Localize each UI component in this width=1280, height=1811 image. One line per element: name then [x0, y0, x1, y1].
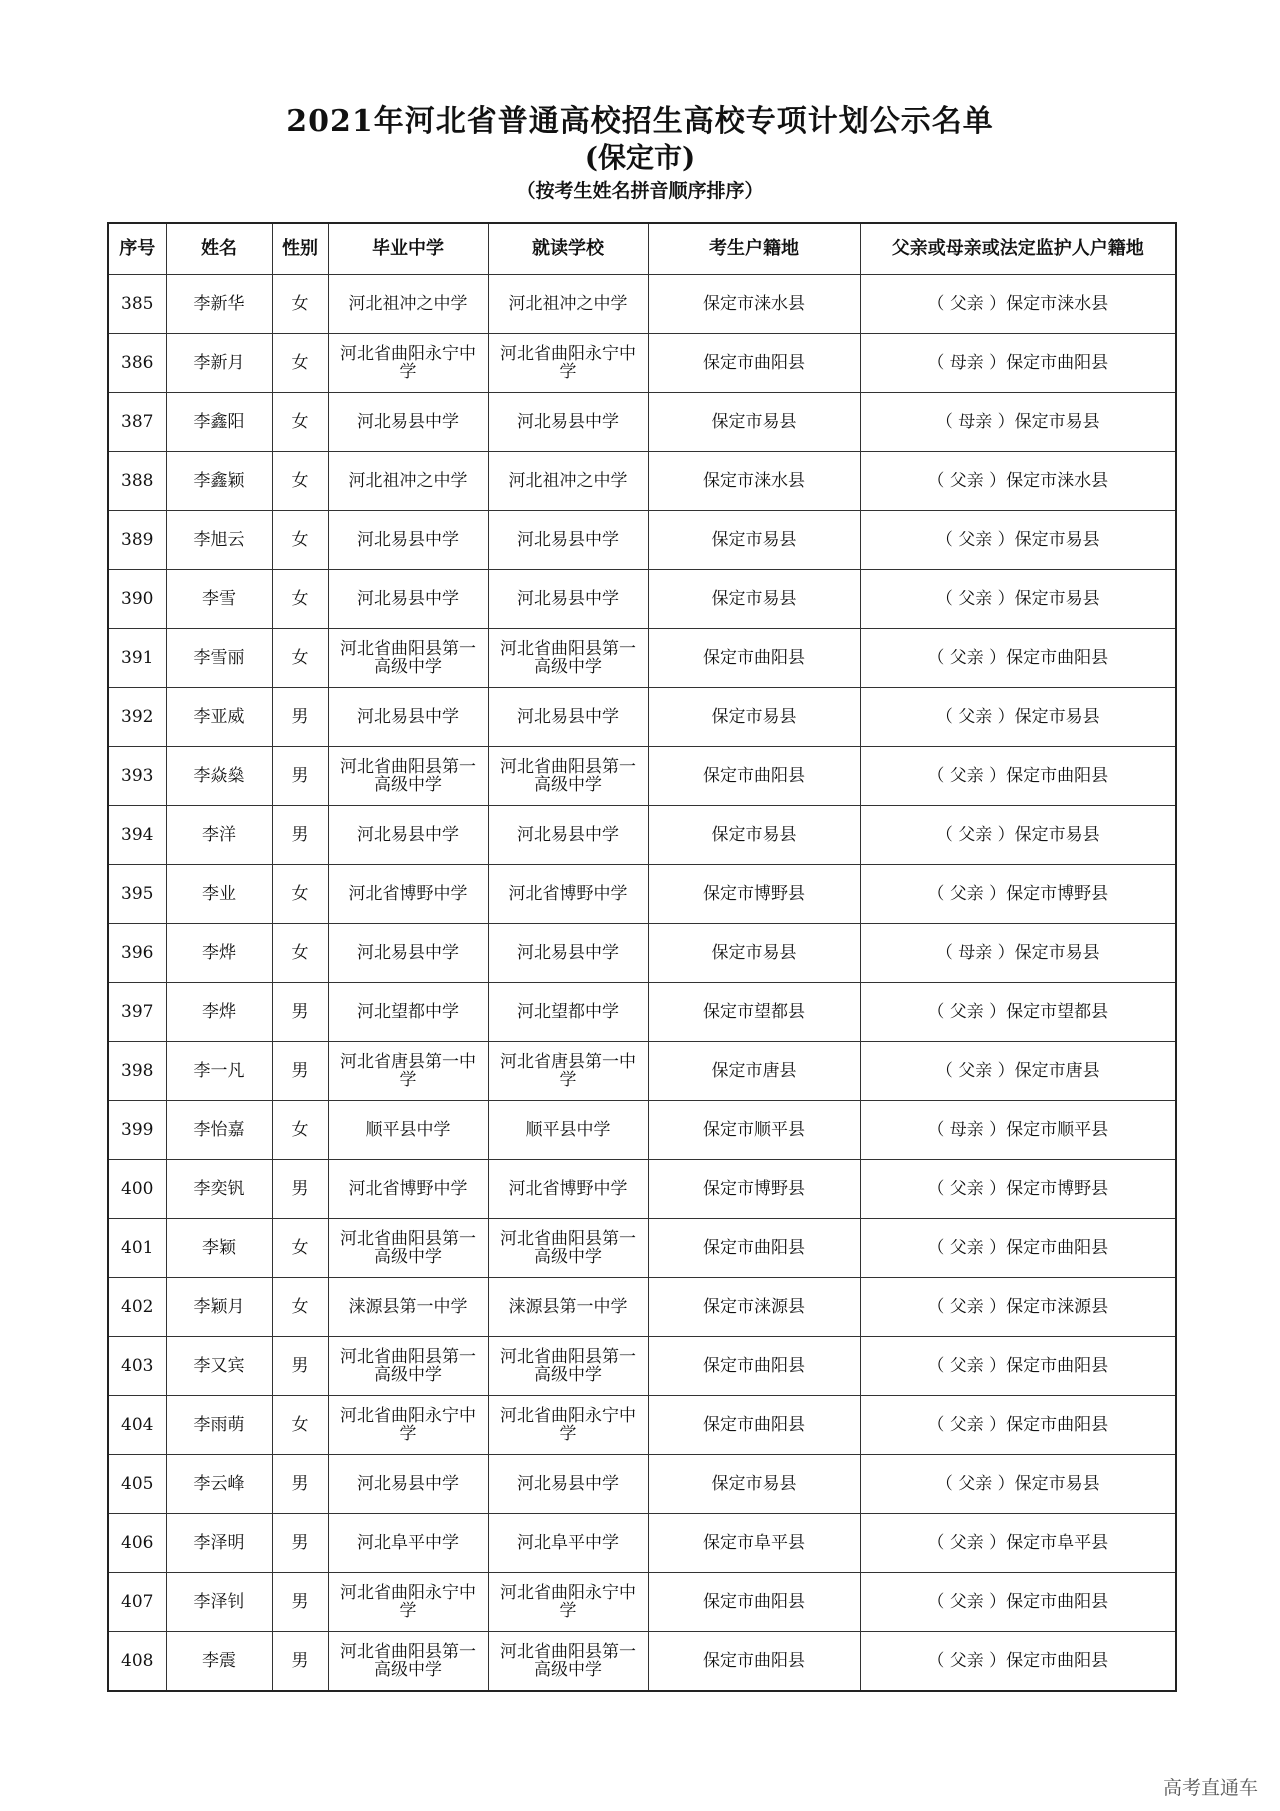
cell-domicile: 保定市涞水县: [648, 275, 860, 334]
cell-no: 393: [108, 747, 166, 806]
cell-study-school: 河北省博野中学: [488, 865, 648, 924]
cell-domicile: 保定市博野县: [648, 1160, 860, 1219]
cell-domicile: 保定市易县: [648, 511, 860, 570]
cell-domicile: 保定市顺平县: [648, 1101, 860, 1160]
cell-name: 李业: [166, 865, 272, 924]
cell-guardian: （ 父亲 ）保定市曲阳县: [860, 1219, 1176, 1278]
cell-grad-school: 河北望都中学: [328, 983, 488, 1042]
cell-domicile: 保定市易县: [648, 806, 860, 865]
cell-gender: 女: [272, 1278, 328, 1337]
cell-gender: 男: [272, 1573, 328, 1632]
cell-guardian: （ 父亲 ）保定市博野县: [860, 865, 1176, 924]
cell-grad-school: 河北祖冲之中学: [328, 275, 488, 334]
cell-grad-school: 河北易县中学: [328, 511, 488, 570]
cell-grad-school: 河北易县中学: [328, 924, 488, 983]
table-row: [108, 334, 1176, 393]
cell-name: 李旭云: [166, 511, 272, 570]
cell-no: 387: [108, 393, 166, 452]
cell-no: 391: [108, 629, 166, 688]
cell-grad-school: 顺平县中学: [328, 1101, 488, 1160]
cell-no: 402: [108, 1278, 166, 1337]
cell-grad-school: 涞源县第一中学: [328, 1278, 488, 1337]
cell-gender: 女: [272, 865, 328, 924]
cell-name: 李奕钒: [166, 1160, 272, 1219]
cell-gender: 男: [272, 983, 328, 1042]
cell-gender: 女: [272, 334, 328, 393]
cell-name: 李又宾: [166, 1337, 272, 1396]
cell-no: 397: [108, 983, 166, 1042]
cell-name: 李亚威: [166, 688, 272, 747]
table-row: [108, 1278, 1176, 1337]
cell-domicile: 保定市曲阳县: [648, 1396, 860, 1455]
column-header-gender: 性别: [272, 223, 328, 275]
table-row: [108, 688, 1176, 747]
cell-grad-school: 河北省博野中学: [328, 865, 488, 924]
cell-study-school: 河北省曲阳县第一高级中学: [488, 1337, 648, 1396]
cell-name: 李泽明: [166, 1514, 272, 1573]
document-header: [0, 104, 1280, 204]
cell-domicile: 保定市曲阳县: [648, 1573, 860, 1632]
cell-no: 401: [108, 1219, 166, 1278]
candidate-table: [107, 222, 1177, 1692]
cell-name: 李新月: [166, 334, 272, 393]
cell-guardian: （ 母亲 ）保定市易县: [860, 924, 1176, 983]
table-row: [108, 1042, 1176, 1101]
column-header-study-school: 就读学校: [488, 223, 648, 275]
table-row: [108, 1573, 1176, 1632]
cell-guardian: （ 母亲 ）保定市曲阳县: [860, 334, 1176, 393]
cell-gender: 女: [272, 1219, 328, 1278]
cell-grad-school: 河北阜平中学: [328, 1514, 488, 1573]
cell-name: 李颖: [166, 1219, 272, 1278]
cell-grad-school: 河北省曲阳永宁中学: [328, 1573, 488, 1632]
document-title: 2021年河北省普通高校招生高校专项计划公示名单: [286, 104, 994, 139]
table-row: [108, 983, 1176, 1042]
cell-name: 李烨: [166, 924, 272, 983]
column-header-name: 姓名: [166, 223, 272, 275]
table-row: [108, 1514, 1176, 1573]
cell-guardian: （ 父亲 ）保定市博野县: [860, 1160, 1176, 1219]
table-row: [108, 924, 1176, 983]
cell-no: 398: [108, 1042, 166, 1101]
cell-guardian: （ 母亲 ）保定市顺平县: [860, 1101, 1176, 1160]
sort-note: （按考生姓名拼音顺序排序）: [516, 180, 764, 202]
table-row: [108, 806, 1176, 865]
cell-study-school: 河北易县中学: [488, 393, 648, 452]
cell-gender: 女: [272, 629, 328, 688]
cell-grad-school: 河北易县中学: [328, 393, 488, 452]
cell-study-school: 涞源县第一中学: [488, 1278, 648, 1337]
table-row: [108, 1101, 1176, 1160]
watermark: 高考直通车: [1162, 1777, 1258, 1799]
cell-name: 李鑫阳: [166, 393, 272, 452]
cell-study-school: 河北祖冲之中学: [488, 452, 648, 511]
cell-study-school: 河北省曲阳县第一高级中学: [488, 747, 648, 806]
cell-gender: 男: [272, 1514, 328, 1573]
cell-grad-school: 河北省唐县第一中学: [328, 1042, 488, 1101]
cell-no: 405: [108, 1455, 166, 1514]
cell-name: 李烨: [166, 983, 272, 1042]
cell-no: 406: [108, 1514, 166, 1573]
cell-gender: 男: [272, 1632, 328, 1692]
cell-no: 394: [108, 806, 166, 865]
cell-gender: 女: [272, 1396, 328, 1455]
cell-grad-school: 河北省曲阳县第一高级中学: [328, 1219, 488, 1278]
table-row: [108, 1455, 1176, 1514]
cell-domicile: 保定市曲阳县: [648, 1219, 860, 1278]
table-row: [108, 1632, 1176, 1692]
cell-no: 389: [108, 511, 166, 570]
cell-grad-school: 河北省曲阳县第一高级中学: [328, 1632, 488, 1692]
cell-no: 386: [108, 334, 166, 393]
cell-study-school: 河北易县中学: [488, 806, 648, 865]
cell-no: 399: [108, 1101, 166, 1160]
table-row: [108, 570, 1176, 629]
cell-no: 392: [108, 688, 166, 747]
cell-study-school: 河北省曲阳县第一高级中学: [488, 1219, 648, 1278]
cell-domicile: 保定市易县: [648, 924, 860, 983]
cell-grad-school: 河北省曲阳永宁中学: [328, 334, 488, 393]
cell-no: 390: [108, 570, 166, 629]
table-row: [108, 629, 1176, 688]
cell-name: 李雪: [166, 570, 272, 629]
cell-gender: 男: [272, 806, 328, 865]
cell-guardian: （ 母亲 ）保定市易县: [860, 393, 1176, 452]
table-row: [108, 275, 1176, 334]
cell-guardian: （ 父亲 ）保定市望都县: [860, 983, 1176, 1042]
cell-name: 李焱燊: [166, 747, 272, 806]
cell-domicile: 保定市阜平县: [648, 1514, 860, 1573]
column-header-grad-school: 毕业中学: [328, 223, 488, 275]
cell-guardian: （ 父亲 ）保定市曲阳县: [860, 747, 1176, 806]
cell-domicile: 保定市曲阳县: [648, 747, 860, 806]
cell-name: 李洋: [166, 806, 272, 865]
cell-domicile: 保定市望都县: [648, 983, 860, 1042]
cell-no: 407: [108, 1573, 166, 1632]
cell-guardian: （ 父亲 ）保定市涞源县: [860, 1278, 1176, 1337]
table-row: [108, 1160, 1176, 1219]
cell-grad-school: 河北易县中学: [328, 806, 488, 865]
cell-guardian: （ 父亲 ）保定市易县: [860, 806, 1176, 865]
table-row: [108, 393, 1176, 452]
cell-name: 李雪丽: [166, 629, 272, 688]
table-row: [108, 865, 1176, 924]
cell-guardian: （ 父亲 ）保定市易县: [860, 511, 1176, 570]
cell-guardian: （ 父亲 ）保定市曲阳县: [860, 1337, 1176, 1396]
cell-name: 李颖月: [166, 1278, 272, 1337]
cell-gender: 男: [272, 1160, 328, 1219]
cell-gender: 女: [272, 924, 328, 983]
cell-grad-school: 河北易县中学: [328, 688, 488, 747]
table-row: [108, 1219, 1176, 1278]
cell-study-school: 河北易县中学: [488, 570, 648, 629]
cell-domicile: 保定市易县: [648, 1455, 860, 1514]
cell-domicile: 保定市博野县: [648, 865, 860, 924]
cell-grad-school: 河北省博野中学: [328, 1160, 488, 1219]
cell-domicile: 保定市曲阳县: [648, 629, 860, 688]
cell-no: 396: [108, 924, 166, 983]
cell-domicile: 保定市曲阳县: [648, 334, 860, 393]
cell-domicile: 保定市曲阳县: [648, 1337, 860, 1396]
cell-grad-school: 河北省曲阳永宁中学: [328, 1396, 488, 1455]
cell-name: 李雨萌: [166, 1396, 272, 1455]
cell-domicile: 保定市易县: [648, 570, 860, 629]
cell-guardian: （ 父亲 ）保定市易县: [860, 570, 1176, 629]
cell-name: 李一凡: [166, 1042, 272, 1101]
cell-no: 400: [108, 1160, 166, 1219]
table-row: [108, 1396, 1176, 1455]
cell-domicile: 保定市易县: [648, 393, 860, 452]
cell-grad-school: 河北易县中学: [328, 1455, 488, 1514]
cell-study-school: 河北阜平中学: [488, 1514, 648, 1573]
cell-grad-school: 河北省曲阳县第一高级中学: [328, 1337, 488, 1396]
table-row: [108, 1337, 1176, 1396]
cell-no: 395: [108, 865, 166, 924]
cell-name: 李怡嘉: [166, 1101, 272, 1160]
column-header-no: 序号: [108, 223, 166, 275]
cell-grad-school: 河北省曲阳县第一高级中学: [328, 629, 488, 688]
table-row: [108, 511, 1176, 570]
cell-no: 408: [108, 1632, 166, 1692]
cell-guardian: （ 父亲 ）保定市易县: [860, 688, 1176, 747]
cell-study-school: 河北省曲阳永宁中学: [488, 334, 648, 393]
cell-study-school: 河北易县中学: [488, 924, 648, 983]
cell-gender: 女: [272, 275, 328, 334]
cell-domicile: 保定市易县: [648, 688, 860, 747]
cell-name: 李云峰: [166, 1455, 272, 1514]
cell-name: 李新华: [166, 275, 272, 334]
cell-gender: 男: [272, 1042, 328, 1101]
cell-study-school: 河北易县中学: [488, 511, 648, 570]
cell-study-school: 河北省博野中学: [488, 1160, 648, 1219]
table-row: [108, 452, 1176, 511]
table-body: [108, 275, 1176, 1692]
cell-study-school: 顺平县中学: [488, 1101, 648, 1160]
cell-study-school: 河北望都中学: [488, 983, 648, 1042]
cell-no: 404: [108, 1396, 166, 1455]
cell-domicile: 保定市曲阳县: [648, 1632, 860, 1692]
cell-guardian: （ 父亲 ）保定市唐县: [860, 1042, 1176, 1101]
cell-guardian: （ 父亲 ）保定市曲阳县: [860, 1573, 1176, 1632]
cell-study-school: 河北易县中学: [488, 1455, 648, 1514]
cell-gender: 男: [272, 1337, 328, 1396]
table-row: [108, 747, 1176, 806]
column-header-domicile: 考生户籍地: [648, 223, 860, 275]
cell-no: 403: [108, 1337, 166, 1396]
cell-gender: 女: [272, 1101, 328, 1160]
cell-gender: 男: [272, 1455, 328, 1514]
cell-name: 李鑫颖: [166, 452, 272, 511]
cell-guardian: （ 父亲 ）保定市曲阳县: [860, 629, 1176, 688]
cell-guardian: （ 父亲 ）保定市涞水县: [860, 452, 1176, 511]
cell-guardian: （ 父亲 ）保定市易县: [860, 1455, 1176, 1514]
cell-gender: 女: [272, 511, 328, 570]
cell-guardian: （ 父亲 ）保定市曲阳县: [860, 1396, 1176, 1455]
cell-study-school: 河北省曲阳县第一高级中学: [488, 1632, 648, 1692]
cell-guardian: （ 父亲 ）保定市阜平县: [860, 1514, 1176, 1573]
cell-study-school: 河北省曲阳县第一高级中学: [488, 629, 648, 688]
cell-gender: 男: [272, 747, 328, 806]
document-subtitle: (保定市): [584, 141, 696, 174]
cell-no: 388: [108, 452, 166, 511]
cell-guardian: （ 父亲 ）保定市涞水县: [860, 275, 1176, 334]
cell-gender: 女: [272, 570, 328, 629]
cell-study-school: 河北省曲阳永宁中学: [488, 1396, 648, 1455]
cell-gender: 男: [272, 688, 328, 747]
cell-gender: 女: [272, 452, 328, 511]
cell-study-school: 河北易县中学: [488, 688, 648, 747]
cell-name: 李震: [166, 1632, 272, 1692]
cell-guardian: （ 父亲 ）保定市曲阳县: [860, 1632, 1176, 1692]
cell-domicile: 保定市涞源县: [648, 1278, 860, 1337]
cell-study-school: 河北省曲阳永宁中学: [488, 1573, 648, 1632]
cell-name: 李泽钊: [166, 1573, 272, 1632]
cell-domicile: 保定市唐县: [648, 1042, 860, 1101]
cell-gender: 女: [272, 393, 328, 452]
cell-study-school: 河北祖冲之中学: [488, 275, 648, 334]
cell-grad-school: 河北易县中学: [328, 570, 488, 629]
column-header-guardian: 父亲或母亲或法定监护人户籍地: [860, 223, 1176, 275]
cell-no: 385: [108, 275, 166, 334]
cell-grad-school: 河北祖冲之中学: [328, 452, 488, 511]
cell-domicile: 保定市涞水县: [648, 452, 860, 511]
table-header-row: [108, 223, 1176, 275]
cell-study-school: 河北省唐县第一中学: [488, 1042, 648, 1101]
cell-grad-school: 河北省曲阳县第一高级中学: [328, 747, 488, 806]
